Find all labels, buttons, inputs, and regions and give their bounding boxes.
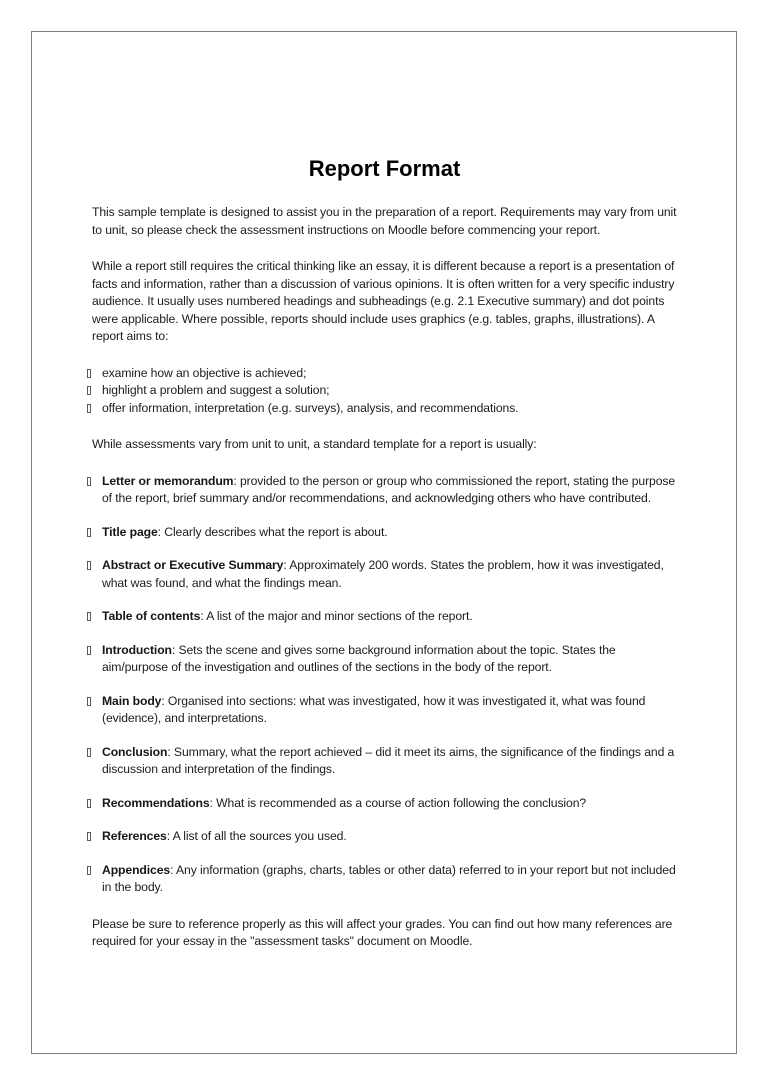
list-item [87,744,677,779]
list-item-text [102,744,677,779]
section-label: Main body [102,693,162,708]
missing-glyph-bullet-icon [87,473,102,486]
list-item-text: highlight a problem and suggest a solution; [102,383,330,397]
section-label: Introduction [102,642,172,657]
section-description: : What is recommended as a course of action following the conclusion? [209,795,587,810]
section-label: Letter or memorandum [102,473,234,488]
list-item-text [102,795,677,813]
section-description: : Any information (graphs, charts, tables or other data) referred to in your report but not included in the body. [102,862,676,894]
paragraph-standard-template: While assessments vary from unit to unit, a standard template for a report is usually: [92,437,537,451]
list-item-text [102,524,677,542]
list-item [87,795,677,813]
list-item [87,642,677,677]
list-item-text [102,473,677,508]
section-description: : Organised into sections: what was investigated, how it was investigated it, what was found (evidence), and interpretations. [102,693,646,725]
section-label: Title page [102,524,158,539]
list-item [87,828,677,846]
section-description: : Approximately 200 words. States the problem, how it was investigated, what was found, and what the findings mean. [102,558,664,590]
missing-glyph-bullet-icon [87,400,102,413]
list-item-text: examine how an objective is achieved; [102,365,307,380]
missing-glyph-bullet-icon [87,365,102,378]
list-item [87,524,677,542]
list-item-text [102,557,677,592]
paragraph-report-description: While a report still requires the critical thinking like an essay, it is different because a report is a presentation of facts and information, rather than a discussion of various opinions. It is often written for a very specific industry audience. It usually uses numbered headings and subheadings (e.g. 2.1 Executive summary) and dot points were applicable. Where possible, reports should include uses graphics (e.g. tables, graphs, illustrations). A report aims to: [92,259,675,343]
section-label: Appendices [102,862,171,877]
list-item-text: offer information, interpretation (e.g. surveys), analysis, and recommendations. [102,400,519,415]
missing-glyph-bullet-icon [87,382,102,395]
document-page [31,31,737,1054]
list-item [87,608,677,626]
list-item [87,862,677,897]
list-item-text [102,862,677,897]
missing-glyph-bullet-icon [87,744,102,757]
section-label: Conclusion [102,744,168,759]
missing-glyph-bullet-icon [87,693,102,706]
list-item [87,400,677,418]
missing-glyph-bullet-icon [87,642,102,655]
missing-glyph-bullet-icon [87,795,102,808]
list-item [87,693,677,728]
list-item-text [102,828,677,846]
list-item [87,365,677,383]
missing-glyph-bullet-icon [87,524,102,537]
section-description: : A list of the major and minor sections of the report. [200,609,473,623]
missing-glyph-bullet-icon [87,608,102,621]
section-description: : Sets the scene and gives some background information about the topic. States the aim/purpose of the investigation and outlines of the sections in the body of the report. [102,642,616,674]
missing-glyph-bullet-icon [87,862,102,875]
list-item-text [102,693,677,728]
list-item [87,557,677,592]
section-label: Table of contents [102,609,201,623]
paragraph-intro: This sample template is designed to assist you in the preparation of a report. Requirements may vary from unit to unit, so please check the assessment instructions on Moodle before commencing your report. [92,205,677,237]
section-description: : A list of all the sources you used. [166,829,347,843]
list-item [87,473,677,508]
list-item [87,382,677,400]
section-description: : provided to the person or group who commissioned the report, stating the purpose of the report, brief summary and/or recommendations, and acknowledging others who have contributed. [102,473,676,505]
section-label: Recommendations [102,795,210,810]
section-label: Abstract or Executive Summary [102,558,284,572]
missing-glyph-bullet-icon [87,828,102,841]
list-item-text [102,642,677,677]
section-description: : Clearly describes what the report is about. [157,524,388,539]
document-title: Report Format [308,156,461,181]
aims-list [87,365,677,418]
paragraph-closing: Please be sure to reference properly as this will affect your grades. You can find out how many references are required for your essay in the "assessment tasks" document on Moodle. [92,916,673,948]
section-label: References [102,829,167,843]
section-description: : Summary, what the report achieved – did it meet its aims, the significance of the findings and a discussion and interpretation of the findings. [102,744,675,776]
list-item-text [102,608,677,626]
missing-glyph-bullet-icon [87,557,102,570]
report-sections-list [87,473,677,897]
